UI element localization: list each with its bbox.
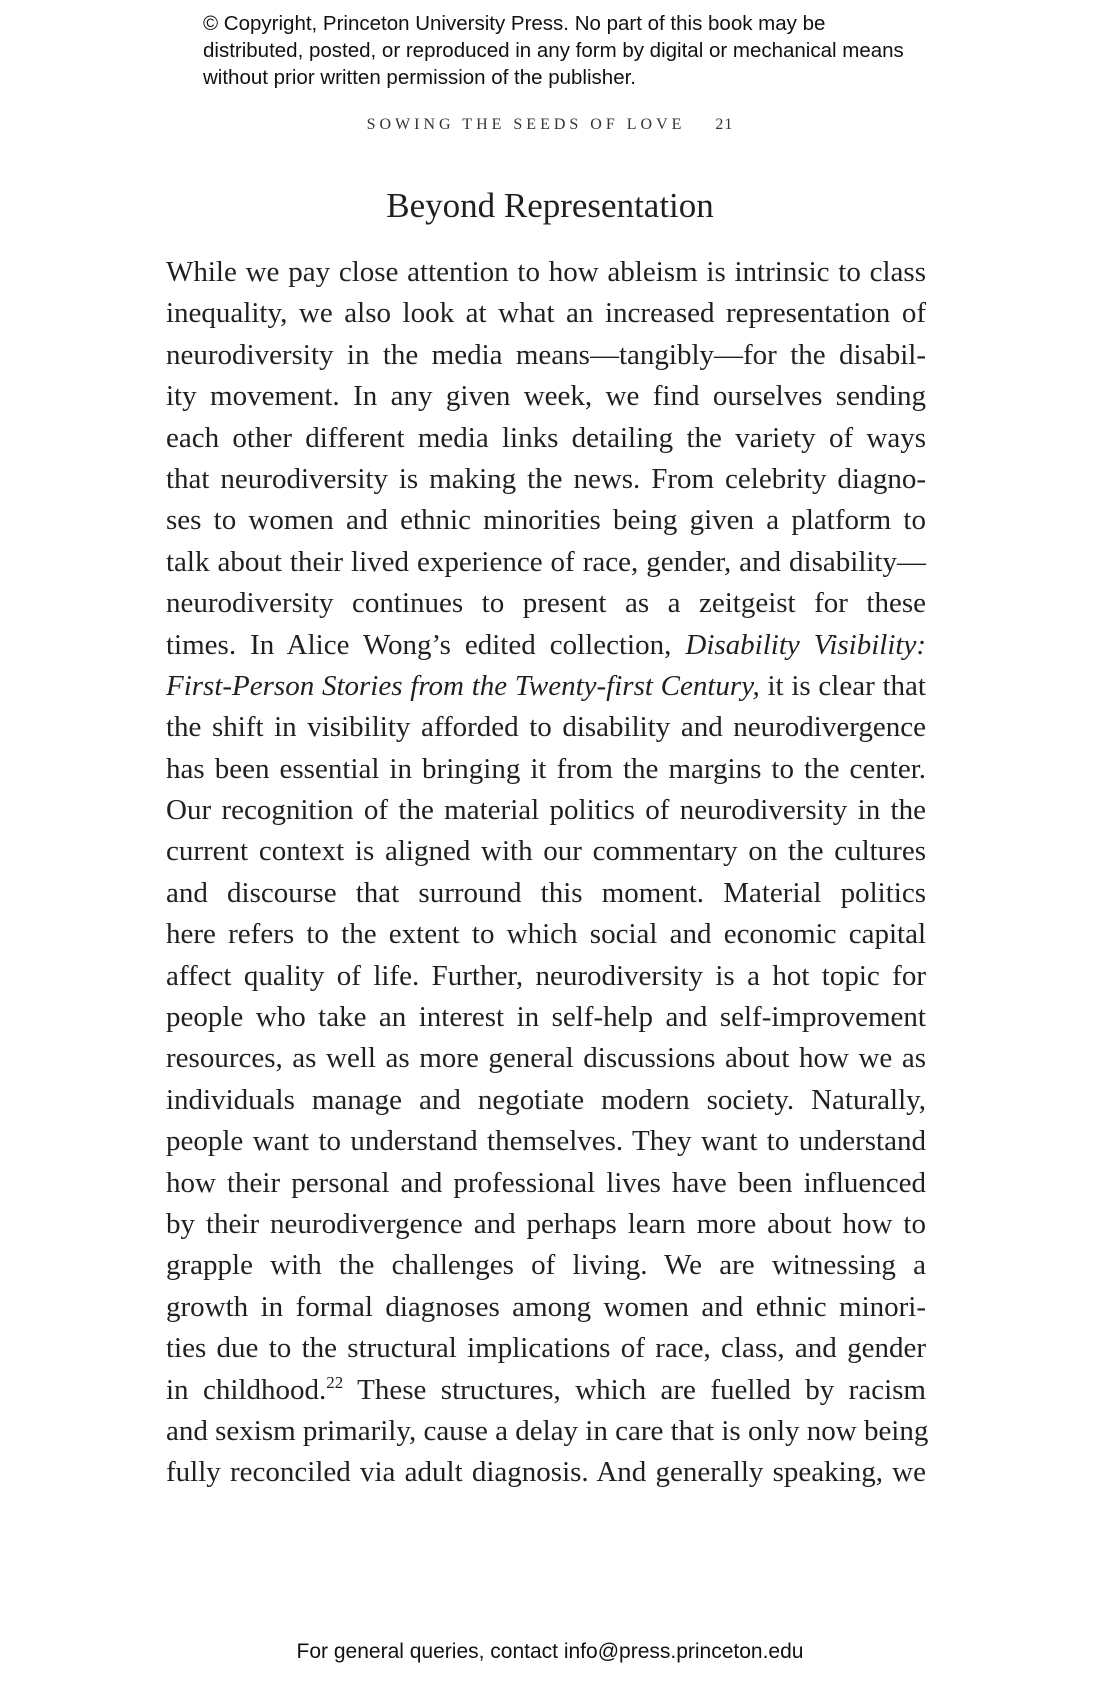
text-line: inequality, we also look at what an increased representation of (166, 297, 926, 330)
text-line (166, 666, 926, 707)
text-line: growth in formal diagnoses among women and ethnic minori- (166, 1290, 926, 1323)
page-number: 21 (715, 116, 734, 133)
text-line: how their personal and professional lives have been influenced (166, 1166, 926, 1199)
text-line: has been essential in bringing it from the margins to the center. (166, 752, 926, 785)
text-line: each other different media links detailing the variety of ways (166, 421, 926, 454)
text-line: people who take an interest in self-help and self-improvement (166, 1001, 926, 1034)
text-line: Our recognition of the material politics of neurodiversity in the (166, 794, 926, 827)
text-line: ties due to the structural implications of race, class, and gender (166, 1332, 926, 1365)
text-line: neurodiversity continues to present as a zeitgeist for these (166, 587, 926, 620)
copyright-notice: © Copyright, Princeton University Press. No part of this book may be distributed, posted, or reproduced in any form by digital or mechanical means without prior written permission of the publisher. (203, 12, 904, 89)
text-line: ity movement. In any given week, we find ourselves sending (166, 380, 926, 413)
text-line: the shift in visibility afforded to disability and neurodivergence (166, 711, 926, 744)
text-line: affect quality of life. Further, neurodiversity is a hot topic for (166, 959, 926, 992)
text-line: grapple with the challenges of living. We are witnessing a (166, 1249, 926, 1282)
text-line: here refers to the extent to which social and economic capital (166, 918, 926, 951)
section-heading: Beyond Representation (386, 186, 714, 225)
text-line: that neurodiversity is making the news. From celebrity diagno- (166, 462, 926, 495)
text-line: by their neurodivergence and perhaps learn more about how to (166, 1207, 926, 1240)
text-line: ses to women and ethnic minorities being given a platform to (166, 504, 926, 537)
text-run: times. In Alice Wong’s edited collection, (166, 628, 686, 661)
text-line: individuals manage and negotiate modern society. Naturally, (166, 1083, 926, 1116)
text-line: fully reconciled via adult diagnosis. And generally speaking, we (166, 1456, 926, 1489)
book-title-italic: First-Person Stories from the Twenty-first Century, (166, 669, 760, 702)
body-paragraph (166, 252, 929, 1494)
running-head-title: SOWING THE SEEDS OF LOVE (366, 116, 686, 133)
text-line: resources, as well as more general discussions about how we as (166, 1042, 926, 1075)
text-line: and sexism primarily, cause a delay in care that is only now being (166, 1414, 929, 1447)
text-line: and discourse that surround this moment. Material politics (166, 876, 926, 909)
text-line: current context is aligned with our commentary on the cultures (166, 835, 926, 868)
text-line: talk about their lived experience of race, gender, and disability— (166, 545, 926, 578)
running-head (0, 116, 1100, 134)
text-run: it is clear that (759, 669, 926, 702)
text-line: While we pay close attention to how ableism is intrinsic to class (166, 256, 926, 288)
text-run: in childhood. (166, 1373, 327, 1406)
footer-contact: For general queries, contact info@press.princeton.edu (296, 1640, 804, 1663)
text-line (166, 1370, 926, 1411)
text-run: These structures, which are fuelled by racism (343, 1373, 926, 1406)
book-title-italic: Disability Visibility: (685, 628, 926, 661)
footnote-marker: 22 (326, 1372, 344, 1392)
text-line: neurodiversity in the media means—tangibly—for the disabil- (166, 338, 926, 371)
text-line: people want to understand themselves. They want to understand (166, 1125, 926, 1158)
text-line (166, 625, 926, 666)
